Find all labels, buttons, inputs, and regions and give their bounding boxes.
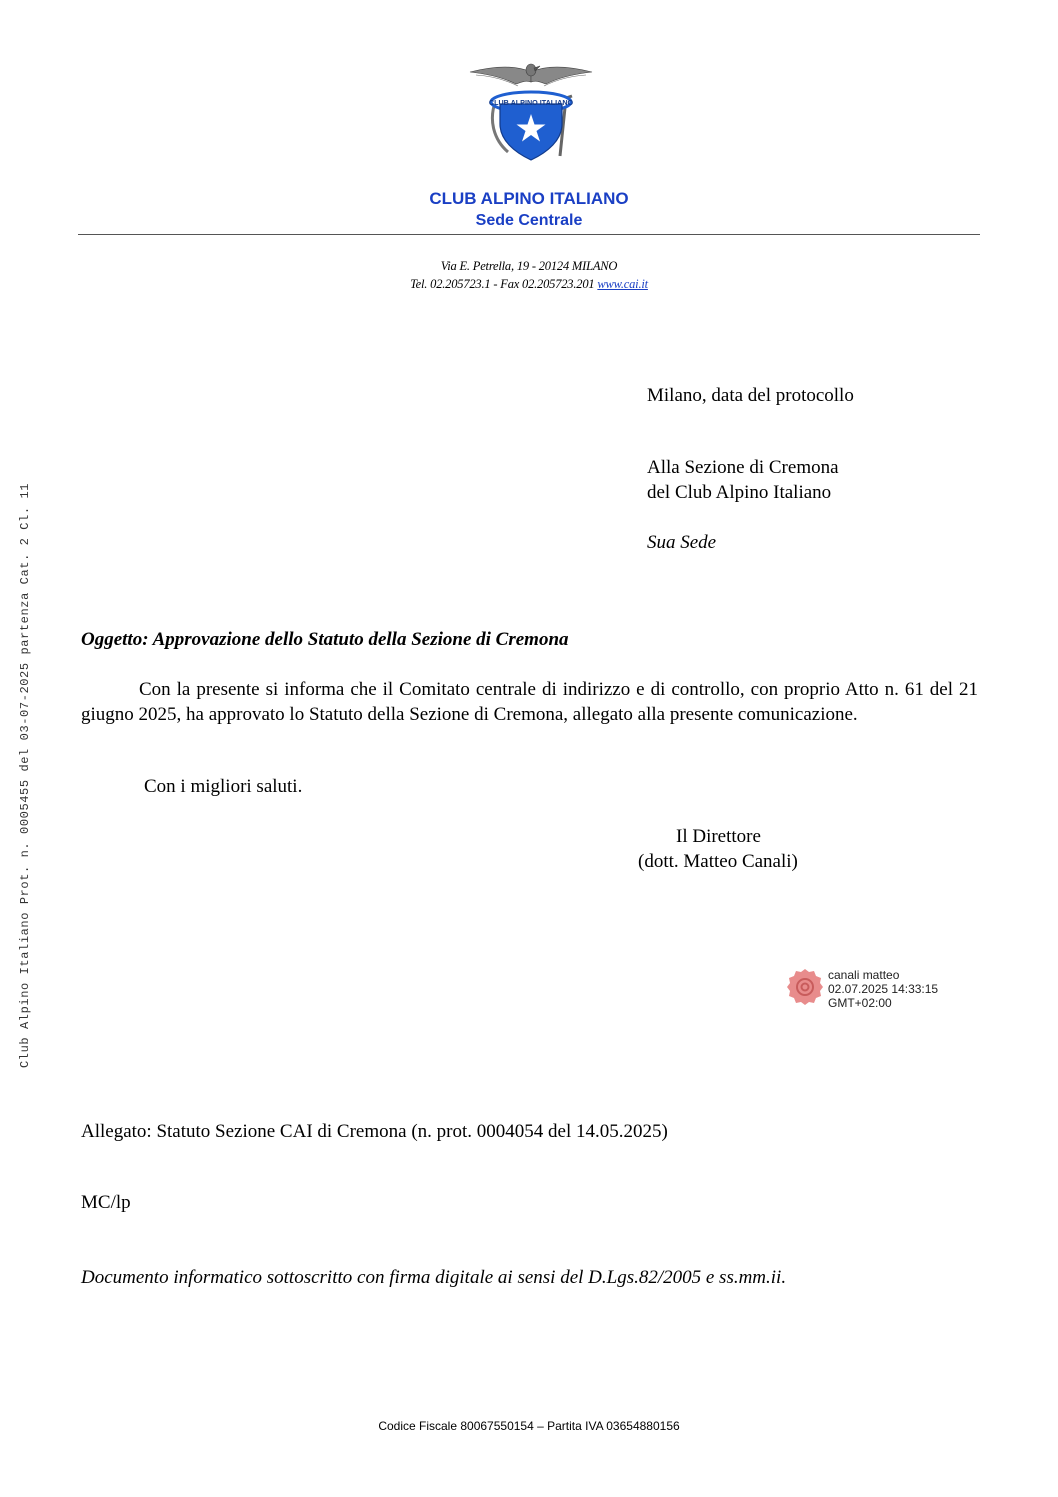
org-subtitle: Sede Centrale bbox=[475, 212, 583, 229]
signature-datetime: 02.07.2025 14:33:15 bbox=[828, 982, 939, 996]
address-line: Via E. Petrella, 19 - 20124 MILANO bbox=[440, 259, 618, 273]
org-name: CLUB ALPINO ITALIANO bbox=[429, 189, 629, 208]
website-link[interactable]: www.cai.it bbox=[597, 277, 648, 291]
digital-seal-icon bbox=[786, 968, 824, 1006]
body-paragraph: Con la presente si informa che il Comitato centrale di indirizzo e di controllo, con proprio Atto n. 61 del 21 giugno 2025, ha approvato lo Statuto della Sezione di Cremona, allegato alla presente comunicazione. bbox=[81, 679, 978, 725]
cai-logo bbox=[468, 60, 594, 164]
recipient-line-3: Sua Sede bbox=[647, 532, 717, 553]
logo-ring-text: CLUB ALPINO ITALIANO bbox=[488, 98, 574, 107]
footer-tax-info: Codice Fiscale 80067550154 – Partita IVA 03654880156 bbox=[378, 1419, 680, 1433]
recipient-line-1: Alla Sezione di Cremona bbox=[647, 457, 839, 478]
place-date: Milano, data del protocollo bbox=[647, 385, 854, 406]
signer-title: Il Direttore bbox=[676, 826, 761, 847]
signature-timezone: GMT+02:00 bbox=[828, 996, 892, 1010]
attachment-note: Allegato: Statuto Sezione CAI di Cremona (n. prot. 0004054 del 14.05.2025) bbox=[81, 1121, 668, 1142]
signature-name: canali matteo bbox=[828, 968, 900, 982]
eagle-icon bbox=[470, 64, 592, 86]
signer-name: (dott. Matteo Canali) bbox=[638, 851, 798, 872]
reference-initials: MC/lp bbox=[81, 1192, 131, 1213]
contact-line bbox=[0, 277, 1058, 292]
subject-line: Oggetto: Approvazione dello Statuto della Sezione di Cremona bbox=[81, 629, 569, 650]
closing-greeting: Con i migliori saluti. bbox=[144, 776, 303, 797]
legal-note: Documento informatico sottoscritto con firma digitale ai sensi del D.Lgs.82/2005 e ss.mm.ii. bbox=[81, 1267, 787, 1288]
contact-numbers: Tel. 02.205723.1 - Fax 02.205723.201 bbox=[410, 277, 598, 291]
protocol-margin-stamp: Club Alpino Italiano Prot. n. 0005455 del 03-07-2025 partenza Cat. 2 Cl. 11 bbox=[18, 482, 32, 1068]
header-divider bbox=[78, 234, 980, 235]
recipient-line-2: del Club Alpino Italiano bbox=[647, 482, 832, 503]
